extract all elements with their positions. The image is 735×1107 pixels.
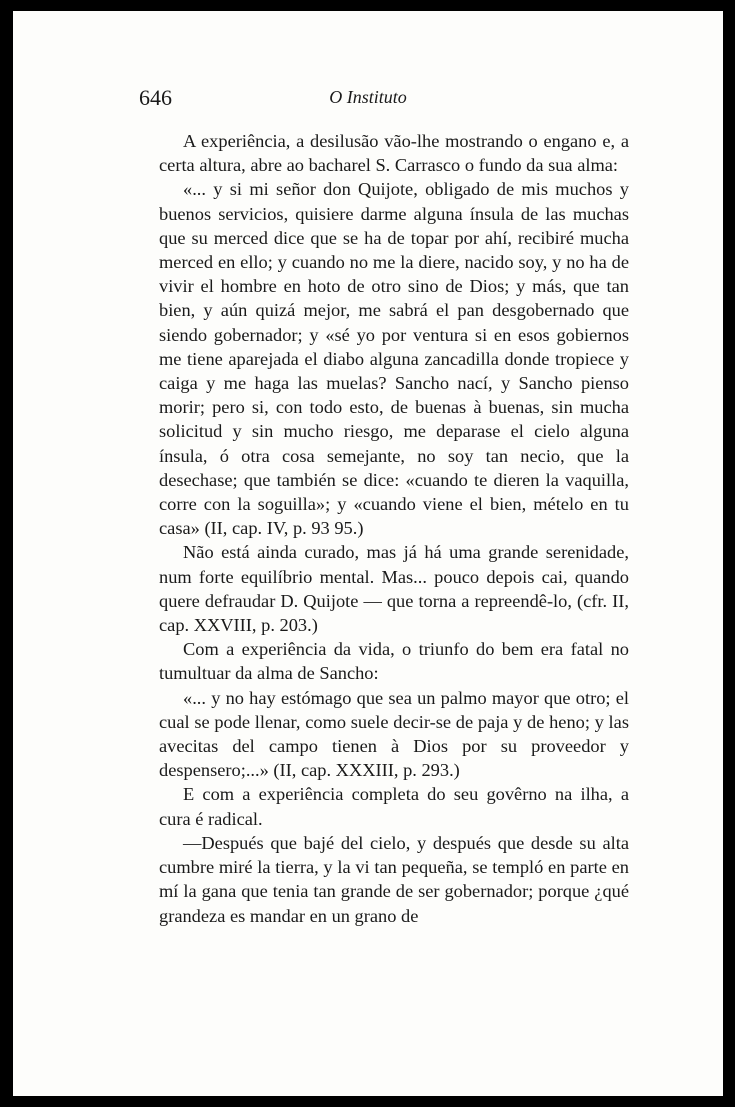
quote-paragraph: «... y no hay estómago que sea un palmo mayor que otro; el cual se pode llenar, como suele decir-se de paja y de heno; y las avecitas del campo tienen à Dios por su proveedor y despensero;...» (II, cap. XXXIII, p. 293.) <box>159 687 629 781</box>
quote-paragraph: «... y si mi señor don Quijote, obligado de mis muchos y buenos servicios, quisiere darme alguna ínsula de las muchas que su merced dice que se ha de topar por ahí, recibiré mucha merced en ello; y cuando no me la diere, nacido soy, y no ha de vivir el hombre en hoto de otro sino de Dios; y más, que tan bien, y aún quizá mejor, me sabrá el pan desgobernado que siendo gobernador; y «sé yo por ventura si en esos gobiernos me tiene aparejada el diabo alguna zancadilla donde tropiece y caiga y me haga las muelas? Sancho nací, y Sancho pienso morir; pero si, con todo esto, de buenas à buenas, sin mucha solicitud y sin mucho riesgo, me deparase el cielo alguna ínsula, ó otra cosa semejante, no soy tan necio, que la desechase; que también se dice: «cuando te dieren la vaquilla, corre con la soguilla»; y «cuando viene el bien, mételo en tu casa» (II, cap. IV, p. 93 95.) <box>159 179 629 539</box>
book-page <box>13 11 723 1096</box>
dialogue-paragraph: —Después que bajé del cielo, y después que desde su alta cumbre miré la tierra, y la vi tan pequeña, se templó en parte en mí la gana que tenia tan grande de ser gobernador; porque ¿qué grandeza es mandar en un grano de <box>159 832 629 926</box>
paragraph: Com a experiência da vida, o triunfo do bem era fatal no tumultuar da alma de Sancho: <box>159 639 629 684</box>
page-header <box>13 81 723 111</box>
paragraph: E com a experiência completa do seu govêrno na ilha, a cura é radical. <box>159 784 629 829</box>
paragraph: A experiência, a desilusão vão-lhe mostrando o engano e, a certa altura, abre ao bacharel S. Carrasco o fundo da sua alma: <box>159 131 629 176</box>
paragraph: Não está ainda curado, mas já há uma grande serenidade, num forte equilíbrio mental. Mas... pouco depois cai, quando quere defraudar D. Quijote — que torna a repreendê-lo, (cfr. II, cap. XXVIII, p. 203.) <box>159 542 629 636</box>
body-text <box>159 129 629 928</box>
page-number: 646 <box>139 85 172 110</box>
running-title: O Instituto <box>329 87 407 107</box>
